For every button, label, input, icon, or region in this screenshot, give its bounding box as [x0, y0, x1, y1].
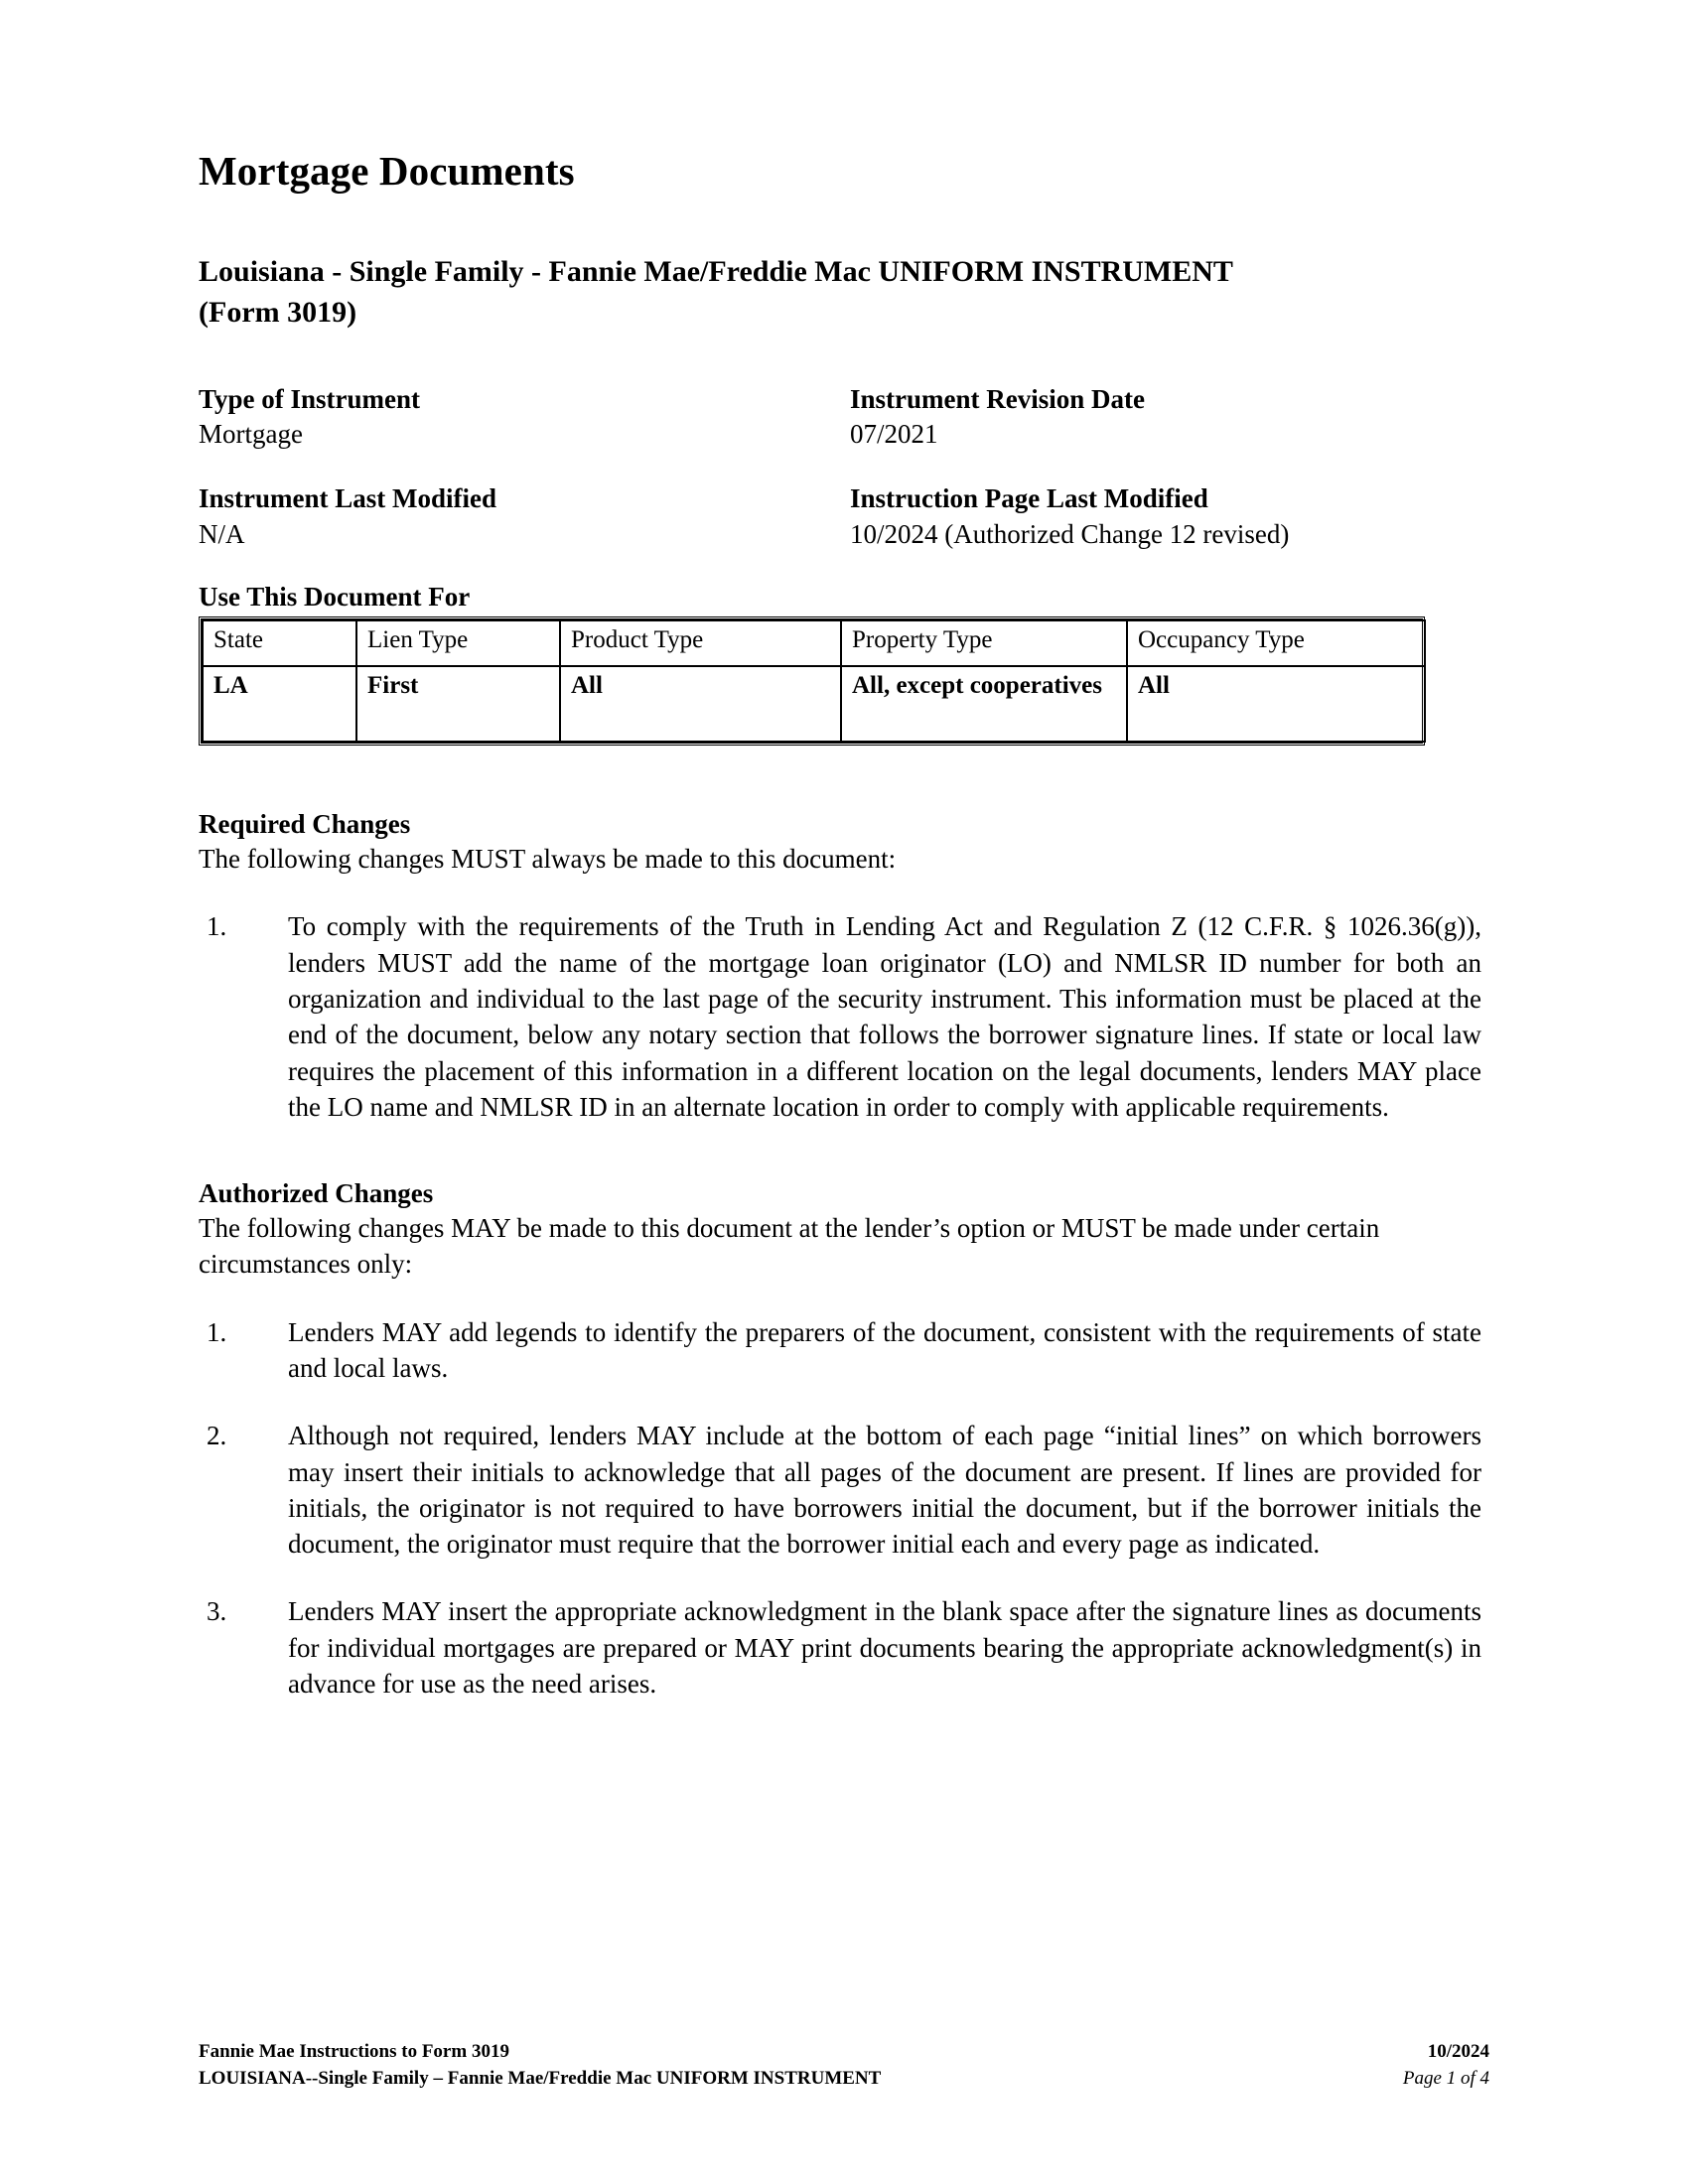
- use-this-document-for-heading: Use This Document For: [199, 581, 471, 612]
- table-cell-product-type: All: [560, 666, 841, 742]
- page-title: Mortgage Documents: [199, 148, 575, 194]
- table-header-row: [203, 620, 1425, 666]
- footer-page-number: Page 1 of 4: [1402, 2068, 1489, 2090]
- footer-form-reference: Fannie Mae Instructions to Form 3019: [199, 2041, 509, 2063]
- instrument-revision-date-value: 07/2021: [850, 419, 938, 450]
- footer-left: [199, 2039, 881, 2093]
- list-item: [199, 1314, 1481, 1387]
- required-changes-list: [199, 908, 1481, 1125]
- metadata-field-type-of-instrument: [199, 382, 840, 452]
- metadata-field-instruction-page-last-modified: [840, 481, 1481, 551]
- list-item-text: To comply with the requirements of the Truth in Lending Act and Regulation Z (12 C.F.R. § 1026.36(g)), lenders MUST add the name of the mortgage loan originator (LO) and NMLSR ID number for both an organization and individual to the last page of the security instrument. This information must be placed at the end of the document, below any notary section that follows the borrower signature lines. If state or local law requires the placement of this information in a different location on the legal documents, lenders MAY place the LO name and NMLSR ID in an alternate location in order to comply with applicable requirements.: [288, 911, 1481, 1122]
- table-cell-state: LA: [203, 666, 356, 742]
- instrument-last-modified-label: Instrument Last Modified: [199, 483, 497, 514]
- list-item-text: Lenders MAY add legends to identify the preparers of the document, consistent with the requirements of state and local laws.: [288, 1316, 1481, 1383]
- instruction-page-last-modified-label: Instruction Page Last Modified: [850, 483, 1208, 514]
- table-row: [203, 666, 1425, 742]
- footer-instrument-reference: LOUISIANA--Single Family – Fannie Mae/Freddie Mac UNIFORM INSTRUMENT: [199, 2068, 882, 2090]
- table-cell-property-type: All, except cooperatives: [841, 666, 1127, 742]
- list-item-text: Lenders MAY insert the appropriate acknowledgment in the blank space after the signature lines as documents for individual mortgages are prepared or MAY print documents bearing the appropriate acknowledgment(s) in advance for use as the need arises.: [288, 1596, 1481, 1700]
- list-item-number: 2.: [207, 1421, 227, 1451]
- table-cell-occupancy-type: All: [1127, 666, 1425, 742]
- metadata-field-instrument-last-modified: [199, 481, 840, 551]
- authorized-changes-section: [199, 1176, 1481, 1702]
- table-header-occupancy-type: Occupancy Type: [1127, 620, 1425, 666]
- list-item-number: 1.: [207, 911, 227, 942]
- instrument-last-modified-value: N/A: [199, 518, 245, 549]
- required-changes-title: Required Changes: [199, 808, 411, 839]
- list-item-number: 1.: [207, 1316, 227, 1347]
- list-item: [199, 1593, 1481, 1702]
- instrument-revision-date-label: Instrument Revision Date: [850, 384, 1145, 415]
- table-header-lien-type: Lien Type: [356, 620, 560, 666]
- list-item-text: Although not required, lenders MAY include at the bottom of each page “initial lines” on which borrowers may insert their initials to acknowledge that all pages of the document are present. If lines are provided for initials, the originator is not required to have borrowers initial the document, but if the borrower initials the document, the originator must require that the borrower initial each and every page as indicated.: [288, 1421, 1481, 1560]
- metadata-row-2: [199, 481, 1481, 551]
- type-of-instrument-value: Mortgage: [199, 419, 303, 450]
- footer-date: 10/2024: [1427, 2041, 1489, 2063]
- list-item-number: 3.: [207, 1596, 227, 1627]
- table-header-property-type: Property Type: [841, 620, 1127, 666]
- metadata-block: [199, 382, 1481, 551]
- document-subtitle: Louisiana - Single Family - Fannie Mae/Freddie Mac UNIFORM INSTRUMENT (Form 3019): [199, 255, 1233, 330]
- authorized-changes-list: [199, 1314, 1481, 1703]
- page-footer: [199, 2039, 1489, 2093]
- list-item: [199, 908, 1481, 1125]
- table-cell-lien-type: First: [356, 666, 560, 742]
- footer-right: [1403, 2039, 1489, 2093]
- metadata-field-instrument-revision-date: [840, 382, 1481, 452]
- use-this-document-for-table: [199, 616, 1425, 746]
- table-header-state: State: [203, 620, 356, 666]
- type-of-instrument-label: Type of Instrument: [199, 384, 421, 415]
- metadata-row-1: [199, 382, 1481, 452]
- required-changes-section: [199, 807, 1481, 1126]
- required-changes-intro: The following changes MUST always be made to this document:: [199, 843, 897, 874]
- table-header-product-type: Product Type: [560, 620, 841, 666]
- authorized-changes-intro: The following changes MAY be made to this document at the lender’s option or MUST be made under certain circumstances only:: [199, 1213, 1380, 1279]
- list-item: [199, 1418, 1481, 1562]
- instruction-page-last-modified-value: 10/2024 (Authorized Change 12 revised): [850, 518, 1290, 549]
- authorized-changes-title: Authorized Changes: [199, 1178, 434, 1209]
